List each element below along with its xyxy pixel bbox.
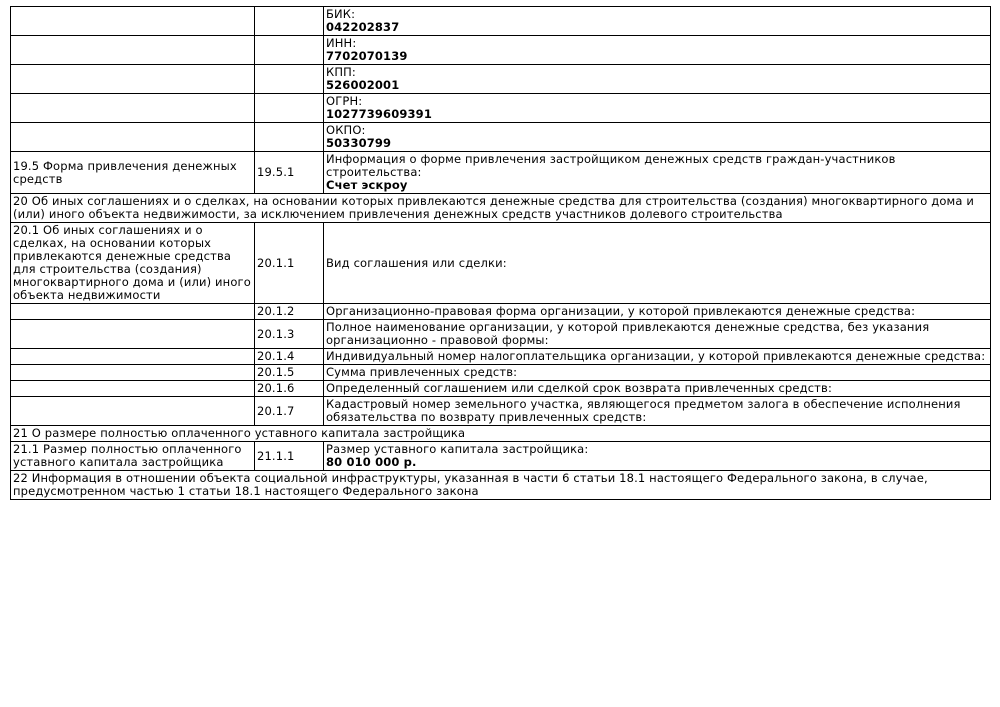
table-row (11, 304, 991, 320)
item-text: Информация о форме привлечения застройщиком денежных средств граждан-участников строительства: (326, 152, 896, 179)
section-header-row (11, 471, 991, 500)
bank-field-okpo (324, 123, 991, 152)
field-value: 526002001 (326, 78, 400, 92)
item-text: Индивидуальный номер налогоплательщика организации, у которой привлекаются денежные средства: (324, 349, 991, 365)
empty-cell (255, 36, 324, 65)
table-row (11, 123, 991, 152)
empty-cell (11, 381, 255, 397)
bank-field-ogrn (324, 94, 991, 123)
item-text: Определенный соглашением или сделкой срок возврата привлеченных средств: (324, 381, 991, 397)
item-code: 20.1.2 (255, 304, 324, 320)
table-row (11, 397, 991, 426)
field-value: 7702070139 (326, 49, 408, 63)
table-row (11, 223, 991, 304)
bank-field-inn (324, 36, 991, 65)
section-header: 21 О размере полностью оплаченного уставного капитала застройщика (11, 426, 991, 442)
item-text: Размер уставного капитала застройщика: (326, 442, 589, 456)
field-label: ОКПО: (326, 123, 366, 137)
empty-cell (255, 94, 324, 123)
table-row (11, 442, 991, 471)
item-text: Вид соглашения или сделки: (324, 223, 991, 304)
item-code: 19.5.1 (255, 152, 324, 194)
item-content (324, 442, 991, 471)
table-row (11, 381, 991, 397)
field-value: 1027739609391 (326, 107, 432, 121)
empty-cell (11, 320, 255, 349)
field-value: 50330799 (326, 136, 392, 150)
table-row (11, 65, 991, 94)
empty-cell (11, 349, 255, 365)
item-text: Полное наименование организации, у которой привлекаются денежные средства, без указания организационно - правовой формы: (324, 320, 991, 349)
item-code: 21.1.1 (255, 442, 324, 471)
empty-cell (11, 36, 255, 65)
empty-cell (255, 123, 324, 152)
table-row (11, 349, 991, 365)
empty-cell (11, 397, 255, 426)
table-row (11, 7, 991, 36)
section-header-row (11, 426, 991, 442)
section-header: 22 Информация в отношении объекта социальной инфраструктуры, указанная в части 6 статьи 18.1 настоящего Федерального закона, в случае, предусмотренном частью 1 статьи 18.1 настоящего Федерального закона (11, 471, 991, 500)
empty-cell (11, 365, 255, 381)
item-code: 20.1.5 (255, 365, 324, 381)
empty-cell (11, 304, 255, 320)
item-code: 20.1.3 (255, 320, 324, 349)
section-title: 19.5 Форма привлечения денежных средств (11, 152, 255, 194)
item-value: Счет эскроу (326, 178, 408, 192)
item-text: Организационно-правовая форма организации, у которой привлекаются денежные средства: (324, 304, 991, 320)
item-content (324, 152, 991, 194)
table-row (11, 320, 991, 349)
item-text: Кадастровый номер земельного участка, являющегося предметом залога в обеспечение исполнения обязательства по возврату привлеченных средств: (324, 397, 991, 426)
empty-cell (11, 94, 255, 123)
section-header-row (11, 194, 991, 223)
empty-cell (255, 65, 324, 94)
empty-cell (11, 65, 255, 94)
field-label: БИК: (326, 7, 356, 21)
item-code: 20.1.1 (255, 223, 324, 304)
field-value: 042202837 (326, 20, 400, 34)
subsection-title: 21.1 Размер полностью оплаченного уставного капитала застройщика (11, 442, 255, 471)
empty-cell (11, 123, 255, 152)
table-row (11, 94, 991, 123)
item-code: 20.1.4 (255, 349, 324, 365)
table-row (11, 152, 991, 194)
section-header: 20 Об иных соглашениях и о сделках, на основании которых привлекаются денежные средства для строительства (создания) многоквартирного дома и (или) иного объекта недвижимости, за исключением привлечения денежных средств участников долевого строительства (11, 194, 991, 223)
item-text: Сумма привлеченных средств: (324, 365, 991, 381)
bank-field-bik (324, 7, 991, 36)
empty-cell (255, 7, 324, 36)
field-label: ИНН: (326, 36, 357, 50)
bank-field-kpp (324, 65, 991, 94)
item-code: 20.1.6 (255, 381, 324, 397)
table-row (11, 365, 991, 381)
field-label: ОГРН: (326, 94, 363, 108)
item-code: 20.1.7 (255, 397, 324, 426)
disclosure-table (10, 6, 991, 500)
empty-cell (11, 7, 255, 36)
item-value: 80 010 000 р. (326, 455, 417, 469)
table-row (11, 36, 991, 65)
subsection-title: 20.1 Об иных соглашениях и о сделках, на основании которых привлекаются денежные средства для строительства (создания) многоквартирного дома и (или) иного объекта недвижимости (11, 223, 255, 304)
field-label: КПП: (326, 65, 356, 79)
